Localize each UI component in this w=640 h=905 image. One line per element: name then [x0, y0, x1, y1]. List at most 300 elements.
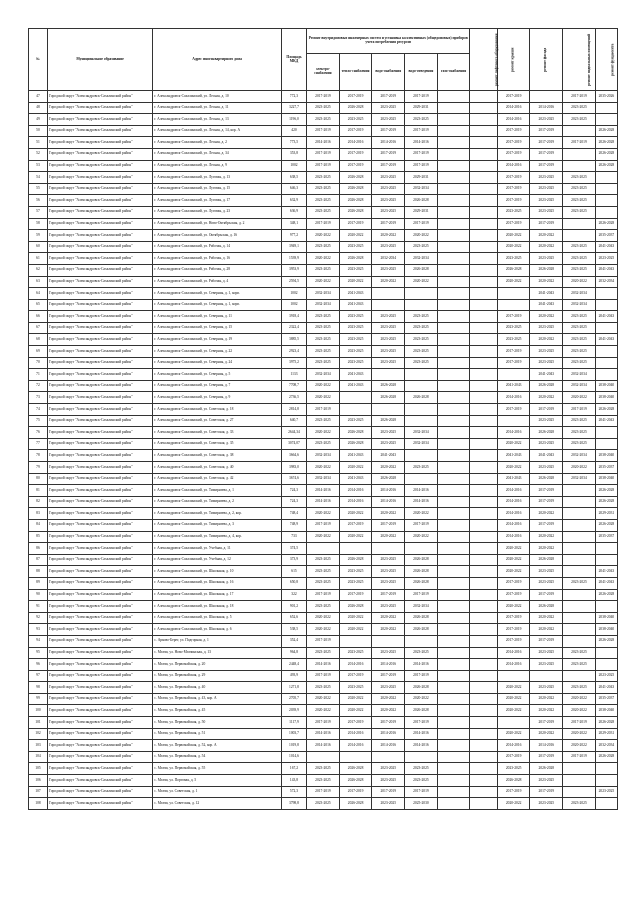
- table-row: [29, 647, 618, 659]
- row-sewer: 2014-2016: [405, 740, 438, 752]
- row-water: 2026-2028: [372, 380, 405, 392]
- row-basement: [563, 531, 596, 543]
- table-row: [29, 531, 618, 543]
- row-basement: [563, 612, 596, 624]
- table-row: [29, 508, 618, 520]
- row-heat: 2017-2019: [339, 717, 372, 729]
- row-basement: [563, 635, 596, 647]
- row-sewer: [405, 299, 438, 311]
- row-municipality: Городской округ "Александровск-Сахалинский район": [47, 450, 152, 462]
- row-number: 70: [29, 357, 48, 369]
- row-heat: 2023-2025: [339, 346, 372, 358]
- row-basement: 2017-2019: [563, 404, 596, 416]
- row-heat: 2026-2028: [339, 206, 372, 218]
- row-roof: [497, 288, 530, 300]
- row-water: 2017-2019: [372, 519, 405, 531]
- row-facade: 2014-2016: [530, 740, 563, 752]
- row-sewer: 2023-2025: [405, 334, 438, 346]
- row-number: 88: [29, 566, 48, 578]
- table-row: [29, 543, 618, 555]
- row-municipality: Городской округ "Александровск-Сахалинский район": [47, 566, 152, 578]
- row-foundation: 2041-2043: [595, 682, 617, 694]
- row-municipality: Городской округ "Александровск-Сахалинский район": [47, 496, 152, 508]
- row-electric: 2014-2016: [307, 659, 340, 671]
- row-roof: 2020-2022: [497, 798, 530, 810]
- row-address: г. Александровск-Сахалинский, ул. Тимирязева, д. 2: [153, 496, 282, 508]
- row-lift: [470, 218, 497, 230]
- row-water: 2023-2025: [372, 241, 405, 253]
- table-row: [29, 740, 618, 752]
- row-facade: 2041-2043: [530, 369, 563, 381]
- row-sewer: 2029-2031: [405, 206, 438, 218]
- row-sewer: 2026-2028: [405, 195, 438, 207]
- row-electric: 2017-2019: [307, 589, 340, 601]
- row-basement: [563, 763, 596, 775]
- row-heat: 2041-2043: [339, 473, 372, 485]
- row-number: 59: [29, 230, 48, 242]
- row-municipality: Городской округ "Александровск-Сахалинский район": [47, 392, 152, 404]
- row-address: с. Мгачи, ул. Советская, д. 1: [153, 786, 282, 798]
- row-heat: 2023-2025: [339, 264, 372, 276]
- row-lift: [470, 624, 497, 636]
- row-number: 50: [29, 125, 48, 137]
- row-roof: 2014-2016: [497, 392, 530, 404]
- row-basement: [563, 554, 596, 566]
- row-facade: 2023-2025: [530, 566, 563, 578]
- row-basement: 2023-2025: [563, 647, 596, 659]
- table-row: [29, 693, 618, 705]
- row-water: 2023-2025: [372, 566, 405, 578]
- row-lift: [470, 206, 497, 218]
- row-gas: [437, 740, 470, 752]
- row-lift: [470, 705, 497, 717]
- row-foundation: 2038-2040: [595, 380, 617, 392]
- row-roof: 2014-2016: [497, 531, 530, 543]
- row-heat: 2020-2022: [339, 230, 372, 242]
- row-address: г. Александровск-Сахалинский, ул. Рабочая, д. 14: [153, 241, 282, 253]
- row-sewer: 2026-2028: [405, 624, 438, 636]
- table-row: [29, 415, 618, 427]
- row-address: г. Александровск-Сахалинский, ул. Советская, д. 42: [153, 473, 282, 485]
- row-electric: 2023-2025: [307, 647, 340, 659]
- row-water: 2014-2016: [372, 496, 405, 508]
- row-gas: [437, 137, 470, 149]
- row-water: 2023-2025: [372, 322, 405, 334]
- table-row: [29, 554, 618, 566]
- row-heat: 2026-2028: [339, 427, 372, 439]
- row-sewer: 2023-2025: [405, 647, 438, 659]
- row-water: 2023-2025: [372, 183, 405, 195]
- row-lift: [470, 183, 497, 195]
- row-municipality: Городской округ "Александровск-Сахалинский район": [47, 612, 152, 624]
- row-lift: [470, 682, 497, 694]
- row-roof: 2017-2019: [497, 635, 530, 647]
- row-lift: [470, 357, 497, 369]
- row-facade: 2023-2025: [530, 114, 563, 126]
- row-address: г. Александровск-Сахалинский, ул. Советская, д. 40: [153, 462, 282, 474]
- row-facade: 2020-2022: [530, 705, 563, 717]
- row-area: 143,8: [281, 775, 306, 787]
- row-basement: 2023-2025: [563, 322, 596, 334]
- row-heat: 2020-2022: [339, 693, 372, 705]
- table-row: [29, 438, 618, 450]
- row-municipality: Городской округ "Александровск-Сахалинский район": [47, 334, 152, 346]
- row-water: 2017-2019: [372, 589, 405, 601]
- row-sewer: 2020-2022: [405, 693, 438, 705]
- row-address: с. Мгачи, ул. Первомайская, д. 40: [153, 682, 282, 694]
- row-basement: [563, 508, 596, 520]
- row-roof: 2014-2016: [497, 427, 530, 439]
- row-facade: 2023-2025: [530, 577, 563, 589]
- table-row: [29, 172, 618, 184]
- header-water: водо-снабжения: [372, 54, 405, 91]
- table-row: [29, 160, 618, 172]
- row-sewer: [405, 415, 438, 427]
- row-address: г. Александровск-Сахалинский, ул. Школьная, д. 18: [153, 601, 282, 613]
- row-electric: 2020-2022: [307, 392, 340, 404]
- row-number: 100: [29, 705, 48, 717]
- row-foundation: [595, 798, 617, 810]
- row-roof: 2014-2016: [497, 519, 530, 531]
- row-heat: 2017-2019: [339, 670, 372, 682]
- row-address: с. Мгачи, ул. Портовая, д. 5: [153, 775, 282, 787]
- row-water: 2023-2025: [372, 195, 405, 207]
- row-roof: 2017-2019: [497, 195, 530, 207]
- row-roof: 2017-2019: [497, 589, 530, 601]
- table-row: [29, 195, 618, 207]
- row-roof: 2017-2019: [497, 624, 530, 636]
- row-area: 724,3: [281, 485, 306, 497]
- row-heat: 2017-2019: [339, 218, 372, 230]
- row-lift: [470, 288, 497, 300]
- row-facade: [530, 91, 563, 103]
- row-number: 98: [29, 682, 48, 694]
- row-address: г. Александровск-Сахалинский, ул. Луговая, д. 23: [153, 206, 282, 218]
- row-sewer: [405, 543, 438, 555]
- row-area: 572,3: [281, 786, 306, 798]
- row-lift: [470, 740, 497, 752]
- row-water: [372, 369, 405, 381]
- row-municipality: Городской округ "Александровск-Сахалинский район": [47, 438, 152, 450]
- row-foundation: 2041-2043: [595, 577, 617, 589]
- row-basement: [563, 670, 596, 682]
- row-municipality: Городской округ "Александровск-Сахалинский район": [47, 462, 152, 474]
- table-row: [29, 230, 618, 242]
- row-basement: 2032-2034: [563, 288, 596, 300]
- row-basement: 2023-2025: [563, 102, 596, 114]
- row-sewer: 2017-2019: [405, 717, 438, 729]
- row-number: 60: [29, 241, 48, 253]
- row-water: 2020-2022: [372, 276, 405, 288]
- row-heat: 2023-2025: [339, 241, 372, 253]
- row-lift: [470, 693, 497, 705]
- row-electric: 2023-2025: [307, 798, 340, 810]
- row-area: 3074,07: [281, 438, 306, 450]
- table-row: [29, 450, 618, 462]
- header-gas: газо-снабжения: [437, 54, 470, 91]
- row-area: 7708,7: [281, 380, 306, 392]
- row-water: 2020-2022: [372, 705, 405, 717]
- row-sewer: 2023-2025: [405, 763, 438, 775]
- header-area: Площадь МКД: [281, 29, 306, 91]
- row-water: [372, 404, 405, 416]
- row-water: 2017-2019: [372, 670, 405, 682]
- row-municipality: Городской округ "Александровск-Сахалинский район": [47, 206, 152, 218]
- row-basement: [563, 160, 596, 172]
- row-electric: 2023-2025: [307, 311, 340, 323]
- row-number: 62: [29, 264, 48, 276]
- row-area: 3664,6: [281, 450, 306, 462]
- table-row: [29, 288, 618, 300]
- row-municipality: Городской округ "Александровск-Сахалинский район": [47, 577, 152, 589]
- row-water: 2026-2028: [372, 392, 405, 404]
- row-basement: 2032-2034: [563, 473, 596, 485]
- row-heat: 2023-2025: [339, 566, 372, 578]
- row-gas: [437, 276, 470, 288]
- row-roof: 2020-2022: [497, 682, 530, 694]
- row-foundation: 2023-2025: [595, 786, 617, 798]
- table-row: [29, 682, 618, 694]
- row-water: 2023-2025: [372, 264, 405, 276]
- table-row: [29, 311, 618, 323]
- row-address: г. Александровск-Сахалинский, ул. Луговая, д. 17: [153, 195, 282, 207]
- row-sewer: 2029-2031: [405, 102, 438, 114]
- header-sewer: водо-отведения: [405, 54, 438, 91]
- row-water: 2014-2016: [372, 137, 405, 149]
- row-foundation: 2026-2028: [595, 717, 617, 729]
- row-address: с. Мгачи, ул. Первомайская, д. 29: [153, 670, 282, 682]
- row-municipality: Городской округ "Александровск-Сахалинский район": [47, 160, 152, 172]
- row-foundation: [595, 647, 617, 659]
- row-municipality: Городской округ "Александровск-Сахалинский район": [47, 589, 152, 601]
- row-foundation: [595, 183, 617, 195]
- row-heat: 2014-2016: [339, 740, 372, 752]
- row-gas: [437, 125, 470, 137]
- row-foundation: 2041-2043: [595, 264, 617, 276]
- row-foundation: 2035-2026: [595, 91, 617, 103]
- table-row: [29, 624, 618, 636]
- row-water: 2014-2016: [372, 740, 405, 752]
- row-address: с. Мгачи, ул. Первомайская, д. 20: [153, 659, 282, 671]
- row-lift: [470, 566, 497, 578]
- row-facade: 2020-2022: [530, 531, 563, 543]
- row-address: г. Александровск-Сахалинский, ул. Советская, д. 33: [153, 427, 282, 439]
- row-basement: 2020-2022: [563, 462, 596, 474]
- row-basement: [563, 624, 596, 636]
- row-roof: [497, 415, 530, 427]
- row-water: 2020-2022: [372, 462, 405, 474]
- row-water: 2023-2025: [372, 775, 405, 787]
- row-municipality: Городской округ "Александровск-Сахалинский район": [47, 624, 152, 636]
- row-roof: 2026-2028: [497, 264, 530, 276]
- table-row: [29, 137, 618, 149]
- row-facade: 2026-2028: [530, 427, 563, 439]
- row-water: 2017-2019: [372, 160, 405, 172]
- row-lift: [470, 601, 497, 613]
- row-address: г. Александровск-Сахалинский, ул. Тимирязева, д. 4, кор.: [153, 531, 282, 543]
- row-gas: [437, 462, 470, 474]
- row-gas: [437, 659, 470, 671]
- row-gas: [437, 450, 470, 462]
- row-sewer: 2014-2016: [405, 496, 438, 508]
- row-foundation: 2023-2025: [595, 670, 617, 682]
- row-lift: [470, 264, 497, 276]
- row-basement: 2023-2025: [563, 357, 596, 369]
- row-number: 57: [29, 206, 48, 218]
- row-gas: [437, 670, 470, 682]
- row-roof: 2014-2016: [497, 485, 530, 497]
- row-gas: [437, 566, 470, 578]
- row-electric: 2023-2025: [307, 264, 340, 276]
- table-row: [29, 299, 618, 311]
- row-heat: 2017-2019: [339, 91, 372, 103]
- row-water: 2023-2025: [372, 102, 405, 114]
- table-body: [29, 91, 618, 810]
- row-area: 772,3: [281, 91, 306, 103]
- row-basement: 2023-2025: [563, 114, 596, 126]
- row-gas: [437, 114, 470, 126]
- row-water: 2023-2025: [372, 577, 405, 589]
- row-municipality: Городской округ "Александровск-Сахалинский район": [47, 751, 152, 763]
- row-lift: [470, 369, 497, 381]
- row-number: 89: [29, 577, 48, 589]
- row-number: 63: [29, 276, 48, 288]
- row-area: 964,8: [281, 647, 306, 659]
- row-heat: 2014-2016: [339, 485, 372, 497]
- row-municipality: Городской округ "Александровск-Сахалинский район": [47, 322, 152, 334]
- row-heat: 2017-2019: [339, 125, 372, 137]
- row-municipality: Городской округ "Александровск-Сахалинский район": [47, 705, 152, 717]
- row-address: с. Мгачи, ул. Первомайская, д. 52, кор. А: [153, 740, 282, 752]
- row-facade: 2017-2019: [530, 137, 563, 149]
- row-roof: 2014-2016: [497, 102, 530, 114]
- row-foundation: 2041-2043: [595, 334, 617, 346]
- row-electric: 2023-2025: [307, 554, 340, 566]
- row-facade: 2023-2025: [530, 647, 563, 659]
- table-row: [29, 253, 618, 265]
- row-sewer: 2017-2019: [405, 160, 438, 172]
- row-heat: 2026-2028: [339, 102, 372, 114]
- row-number: 66: [29, 311, 48, 323]
- row-municipality: Городской округ "Александровск-Сахалинский район": [47, 798, 152, 810]
- row-lift: [470, 137, 497, 149]
- row-basement: [563, 485, 596, 497]
- row-area: 3983,0: [281, 462, 306, 474]
- row-facade: 2020-2022: [530, 392, 563, 404]
- table-row: [29, 566, 618, 578]
- row-sewer: 2020-2022: [405, 531, 438, 543]
- row-electric: 2020-2022: [307, 380, 340, 392]
- row-facade: 2020-2022: [530, 624, 563, 636]
- row-municipality: Городской округ "Александровск-Сахалинский район": [47, 137, 152, 149]
- row-foundation: 2026-2028: [595, 751, 617, 763]
- row-foundation: 2038-2040: [595, 473, 617, 485]
- row-roof: 2014-2016: [497, 659, 530, 671]
- table-row: [29, 148, 618, 160]
- row-facade: 2023-2025: [530, 438, 563, 450]
- row-foundation: 2032-2034: [595, 276, 617, 288]
- row-electric: 2023-2025: [307, 415, 340, 427]
- row-lift: [470, 786, 497, 798]
- row-gas: [437, 693, 470, 705]
- row-water: 2017-2019: [372, 786, 405, 798]
- row-area: 1196,0: [281, 114, 306, 126]
- row-gas: [437, 288, 470, 300]
- row-sewer: 2032-2034: [405, 427, 438, 439]
- row-foundation: 2041-2043: [595, 566, 617, 578]
- row-roof: [497, 717, 530, 729]
- row-municipality: Городской округ "Александровск-Сахалинский район": [47, 693, 152, 705]
- row-water: 2023-2025: [372, 438, 405, 450]
- row-foundation: 2026-2028: [595, 148, 617, 160]
- row-number: 108: [29, 798, 48, 810]
- row-area: 652,6: [281, 612, 306, 624]
- row-number: 78: [29, 450, 48, 462]
- row-lift: [470, 91, 497, 103]
- row-electric: 2014-2016: [307, 740, 340, 752]
- row-address: г. Александровск-Сахалинский, ул. Лесная, д. 10: [153, 91, 282, 103]
- row-lift: [470, 612, 497, 624]
- row-gas: [437, 264, 470, 276]
- row-water: [372, 299, 405, 311]
- row-area: 646,3: [281, 183, 306, 195]
- row-water: 2041-2043: [372, 450, 405, 462]
- table-row: [29, 183, 618, 195]
- row-area: 2448,4: [281, 659, 306, 671]
- row-facade: 2017-2019: [530, 160, 563, 172]
- row-gas: [437, 311, 470, 323]
- table-row: [29, 392, 618, 404]
- row-lift: [470, 519, 497, 531]
- row-basement: 2020-2022: [563, 728, 596, 740]
- row-address: с. Мгачи, ул. Советская, д. 12: [153, 798, 282, 810]
- row-number: 75: [29, 415, 48, 427]
- row-lift: [470, 670, 497, 682]
- row-area: 3949,1: [281, 241, 306, 253]
- row-address: г. Александровск-Сахалинский, ул. Советская, д. 18: [153, 404, 282, 416]
- row-address: г. Александровск-Сахалинский, ул. Советская, д. 38: [153, 450, 282, 462]
- row-heat: 2026-2028: [339, 554, 372, 566]
- row-number: 82: [29, 496, 48, 508]
- row-heat: 2020-2022: [339, 462, 372, 474]
- row-facade: 2017-2019: [530, 786, 563, 798]
- row-address: г. Александровск-Сахалинский, ул. Лесная, д. 11: [153, 102, 282, 114]
- table-row: [29, 763, 618, 775]
- row-sewer: 2023-2025: [405, 311, 438, 323]
- row-sewer: 2023-2025: [405, 357, 438, 369]
- row-address: г. Александровск-Сахалинский, ул. Школьная, д. 6: [153, 624, 282, 636]
- row-address: г. Александровск-Сахалинский, ул. Тимирязева, д. 1: [153, 485, 282, 497]
- row-number: 79: [29, 462, 48, 474]
- row-lift: [470, 114, 497, 126]
- row-sewer: 2023-2025: [405, 346, 438, 358]
- row-gas: [437, 763, 470, 775]
- row-lift: [470, 299, 497, 311]
- row-electric: 2023-2025: [307, 241, 340, 253]
- row-gas: [437, 531, 470, 543]
- row-address: г. Александровск-Сахалинский, ул. Луговая, д. 15: [153, 183, 282, 195]
- row-electric: 2020-2022: [307, 508, 340, 520]
- row-sewer: 2017-2019: [405, 91, 438, 103]
- row-lift: [470, 102, 497, 114]
- header-num: №: [29, 29, 48, 91]
- table-row: [29, 357, 618, 369]
- row-area: 352,4: [281, 635, 306, 647]
- row-lift: [470, 496, 497, 508]
- row-heat: 2041-2043: [339, 450, 372, 462]
- row-number: 81: [29, 485, 48, 497]
- row-gas: [437, 798, 470, 810]
